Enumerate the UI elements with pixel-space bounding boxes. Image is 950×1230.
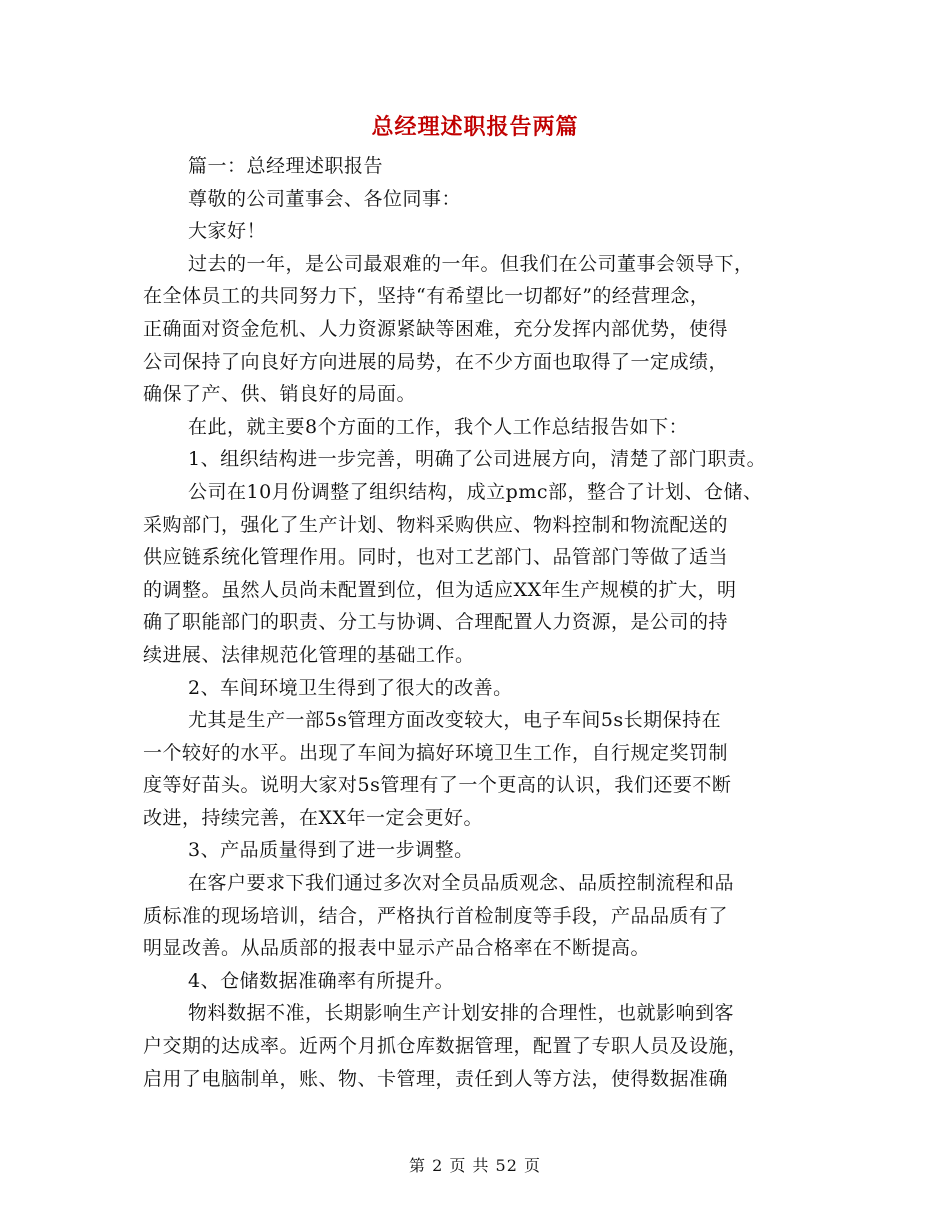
text-line: 4、仓储数据准确率有所提升。 [188, 969, 455, 992]
page-number-footer: 第 2 页 共 52 页 [409, 1156, 541, 1175]
document-body [143, 150, 833, 1095]
text-line: 确保了产、供、销良好的局面。 [143, 383, 417, 406]
text-line: 2、车间环境卫生得到了很大的改善。 [188, 676, 513, 699]
document-title: 总经理述职报告两篇 [371, 114, 579, 140]
text-line: 尤其是生产一部5s管理方面改变较大，电子车间5s长期保持在 [188, 709, 722, 732]
text-line: 1、组织结构进一步完善，明确了公司进展方向，清楚了部门职责。 [188, 448, 767, 471]
text-line: 启用了电脑制单，账、物、卡管理，责任到人等方法，使得数据准确 [143, 1067, 729, 1090]
text-line: 在客户要求下我们通过多次对全员品质观念、品质控制流程和品 [188, 872, 735, 895]
text-line: 的调整。虽然人员尚未配置到位，但为适应XX年生产规模的扩大，明 [143, 578, 737, 601]
text-line: 一个较好的水平。出现了车间为搞好环境卫生工作，自行规定奖罚制 [143, 741, 729, 764]
text-line: 度等好苗头。说明大家对5s管理有了一个更高的认识，我们还要不断 [143, 774, 732, 797]
text-line: 在此，就主要8个方面的工作，我个人工作总结报告如下： [188, 415, 689, 438]
text-line: 改进，持续完善，在XX年一定会更好。 [143, 806, 484, 829]
text-line: 篇一：总经理述职报告 [188, 155, 384, 177]
text-line: 质标准的现场培训，结合，严格执行首检制度等手段，产品品质有了 [143, 904, 729, 927]
text-line: 3、产品质量得到了进一步调整。 [188, 839, 474, 862]
text-line: 确了职能部门的职责、分工与协调、合理配置人力资源，是公司的持 [143, 611, 729, 634]
text-line: 在全体员工的共同努力下，坚持“有希望比一切都好”的经营理念， [143, 285, 710, 308]
text-line: 尊敬的公司董事会、各位同事： [188, 187, 462, 210]
text-line: 正确面对资金危机、人力资源紧缺等困难，充分发挥内部优势，使得 [143, 317, 729, 340]
text-line: 物料数据不准，长期影响生产计划安排的合理性，也就影响到客 [188, 1002, 735, 1025]
text-line: 公司在10月份调整了组织结构，成立pmc部，整合了计划、仓储、 [188, 480, 763, 503]
text-line: 明显改善。从品质部的报表中显示产品合格率在不断提高。 [143, 937, 651, 960]
text-line: 公司保持了向良好方向进展的局势，在不少方面也取得了一定成绩， [143, 350, 729, 373]
text-line: 续进展、法律规范化管理的基础工作。 [143, 643, 475, 666]
text-line: 大家好！ [188, 220, 267, 243]
text-line: 户交期的达成率。近两个月抓仓库数据管理，配置了专职人员及设施， [143, 1035, 748, 1058]
text-line: 供应链系统化管理作用。同时，也对工艺部门、品管部门等做了适当 [143, 546, 729, 569]
text-line: 过去的一年，是公司最艰难的一年。但我们在公司董事会领导下， [188, 252, 754, 275]
text-line: 采购部门，强化了生产计划、物料采购供应、物料控制和物流配送的 [143, 513, 729, 536]
